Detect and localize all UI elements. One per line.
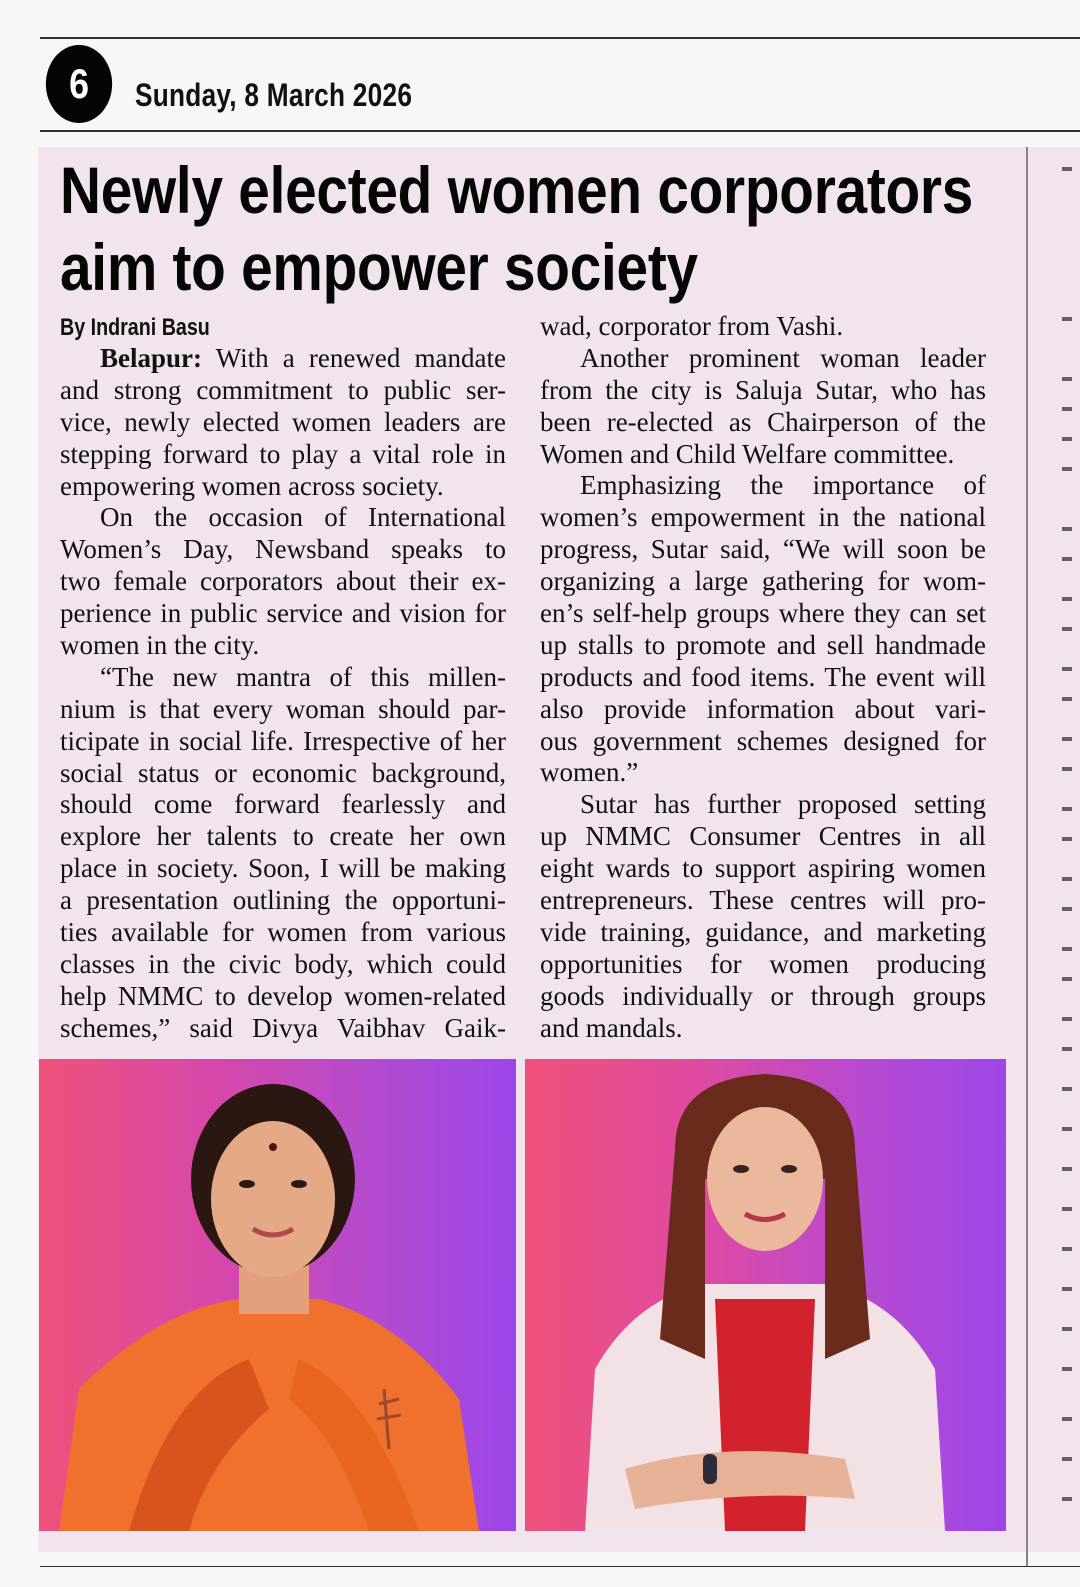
adjacent-text-fragment <box>1062 1497 1072 1501</box>
article-text-line: women in the city. <box>60 630 260 661</box>
adjacent-text-fragment <box>1062 1087 1072 1091</box>
article-text-line: explore her talents to create her own <box>60 821 506 852</box>
article-text-line: women’s empowerment in the national <box>540 502 986 533</box>
adjacent-text-fragment <box>1062 807 1072 811</box>
article-text-line: women.” <box>540 757 639 788</box>
article-text-line: ticipate in social life. Irrespective of her <box>60 725 506 756</box>
adjacent-story-edge <box>1028 147 1080 1552</box>
issue-date: Sunday, 8 March 2026 <box>135 77 413 113</box>
article-text-line: place in society. Soon, I will be making <box>60 853 506 884</box>
article-text-line: goods individually or through groups <box>540 980 986 1011</box>
article-text-line: a presentation outlining the opportuni- <box>60 885 506 916</box>
article-text-line: eight wards to support aspiring women <box>540 853 986 884</box>
article-text-line: opportunities for women producing <box>540 948 986 979</box>
adjacent-text-fragment <box>1062 767 1072 771</box>
article-text-line: On the occasion of International <box>100 502 506 533</box>
headline-line-2: aim to empower society <box>60 230 698 304</box>
article-text-line: been re-elected as Chairperson of the <box>540 406 986 437</box>
article-text-line: empowering women across society. <box>60 470 444 501</box>
bottom-rule <box>40 1566 1080 1567</box>
adjacent-text-fragment <box>1062 1017 1072 1021</box>
article-text-line: organizing a large gathering for wom- <box>540 566 986 597</box>
adjacent-text-fragment <box>1062 697 1072 701</box>
article-text-line: social status or economic background, <box>60 757 506 788</box>
article-text-line: also provide information about vari- <box>540 693 986 724</box>
article-text-line: Another prominent woman leader <box>580 342 986 373</box>
article-text-line: up stalls to promote and sell handmade <box>540 629 986 660</box>
adjacent-text-fragment <box>1062 947 1072 951</box>
adjacent-text-fragment <box>1062 627 1072 631</box>
adjacent-text-fragment <box>1062 557 1072 561</box>
adjacent-text-fragment <box>1062 1127 1072 1131</box>
adjacent-text-fragment <box>1062 737 1072 741</box>
article-text-line: schemes,” said Divya Vaibhav Gaik- <box>60 1012 506 1043</box>
article-text-line: vice, newly elected women leaders are <box>60 406 506 437</box>
article-text-line: and mandals. <box>540 1012 683 1043</box>
article-text-line: ties available for women from various <box>60 917 506 948</box>
adjacent-text-fragment <box>1062 907 1072 911</box>
article-text-line: Women’s Day, Newsband speaks to <box>60 534 506 565</box>
article-text-line: wad, corporator from Vashi. <box>540 311 844 341</box>
article-text-line: vide training, guidance, and marketing <box>540 916 986 947</box>
headline <box>60 152 974 306</box>
adjacent-text-fragment <box>1062 837 1072 841</box>
top-rule <box>40 37 1080 39</box>
adjacent-text-fragment <box>1062 377 1072 381</box>
photo-divya-gaikwad <box>39 1059 516 1531</box>
adjacent-text-fragment <box>1062 1287 1072 1291</box>
adjacent-text-fragment <box>1062 977 1072 981</box>
article-text-line: nium is that every woman should par- <box>60 693 506 724</box>
adjacent-text-fragment <box>1062 407 1072 411</box>
article-text-line: and strong commitment to public ser- <box>60 374 506 405</box>
adjacent-text-fragment <box>1062 597 1072 601</box>
photo-saluja-sutar <box>525 1059 1006 1531</box>
adjacent-text-fragment <box>1062 467 1072 471</box>
adjacent-text-fragment <box>1062 167 1072 171</box>
adjacent-text-fragment <box>1062 527 1072 531</box>
adjacent-text-fragment <box>1062 437 1072 441</box>
article-text-line: en’s self-help groups where they can set <box>540 598 986 629</box>
article-text-line <box>60 343 506 375</box>
adjacent-text-fragment <box>1062 1417 1072 1421</box>
article-text-line: from the city is Saluja Sutar, who has <box>540 374 986 405</box>
article-text-fragment: With a renewed mandate <box>202 343 506 373</box>
article-text-line: “The new mantra of this millen- <box>100 661 506 692</box>
article-text-line: progress, Sutar said, “We will soon be <box>540 534 986 565</box>
article-text-line: ous government schemes designed for <box>540 725 986 756</box>
article-text-line: Women and Child Welfare committee. <box>540 438 955 469</box>
article-text-line: Sutar has further proposed setting <box>580 789 986 820</box>
adjacent-text-fragment <box>1062 1457 1072 1461</box>
adjacent-text-fragment <box>1062 877 1072 881</box>
adjacent-text-fragment <box>1062 1167 1072 1171</box>
portrait-illustration-right <box>525 1059 1006 1531</box>
adjacent-text-fragment <box>1062 1367 1072 1371</box>
article-text-line: entrepreneurs. These centres will pro- <box>540 885 986 916</box>
dateline: Belapur: <box>100 343 203 373</box>
byline: By Indrani Basu <box>60 314 210 341</box>
article-text-line: classes in the civic body, which could <box>60 948 506 979</box>
adjacent-text-fragment <box>1062 317 1072 321</box>
article-column-left <box>60 343 506 1045</box>
article-text-line: products and food items. The event will <box>540 661 986 692</box>
article-text-line: up NMMC Consumer Centres in all <box>540 821 986 852</box>
article-text-line: help NMMC to develop women-related <box>60 980 506 1011</box>
adjacent-text-fragment <box>1062 667 1072 671</box>
page-number-badge: 6 <box>46 45 112 123</box>
adjacent-text-fragment <box>1062 1207 1072 1211</box>
masthead-rule <box>40 130 1080 132</box>
adjacent-text-fragment <box>1062 1047 1072 1051</box>
adjacent-text-fragment <box>1062 1327 1072 1331</box>
article-column-right <box>540 311 986 1044</box>
article-text-line: Emphasizing the importance of <box>580 470 986 501</box>
portrait-illustration-left <box>39 1059 516 1531</box>
adjacent-text-fragment <box>1062 1247 1072 1251</box>
article-text-line: two female corporators about their ex- <box>60 566 506 597</box>
article-text-line: stepping forward to play a vital role in <box>60 438 506 469</box>
article-text-line: should come forward fearlessly and <box>60 789 506 820</box>
article-text-line: perience in public service and vision for <box>60 598 506 629</box>
headline-line-1: Newly elected women corporators <box>60 153 974 227</box>
